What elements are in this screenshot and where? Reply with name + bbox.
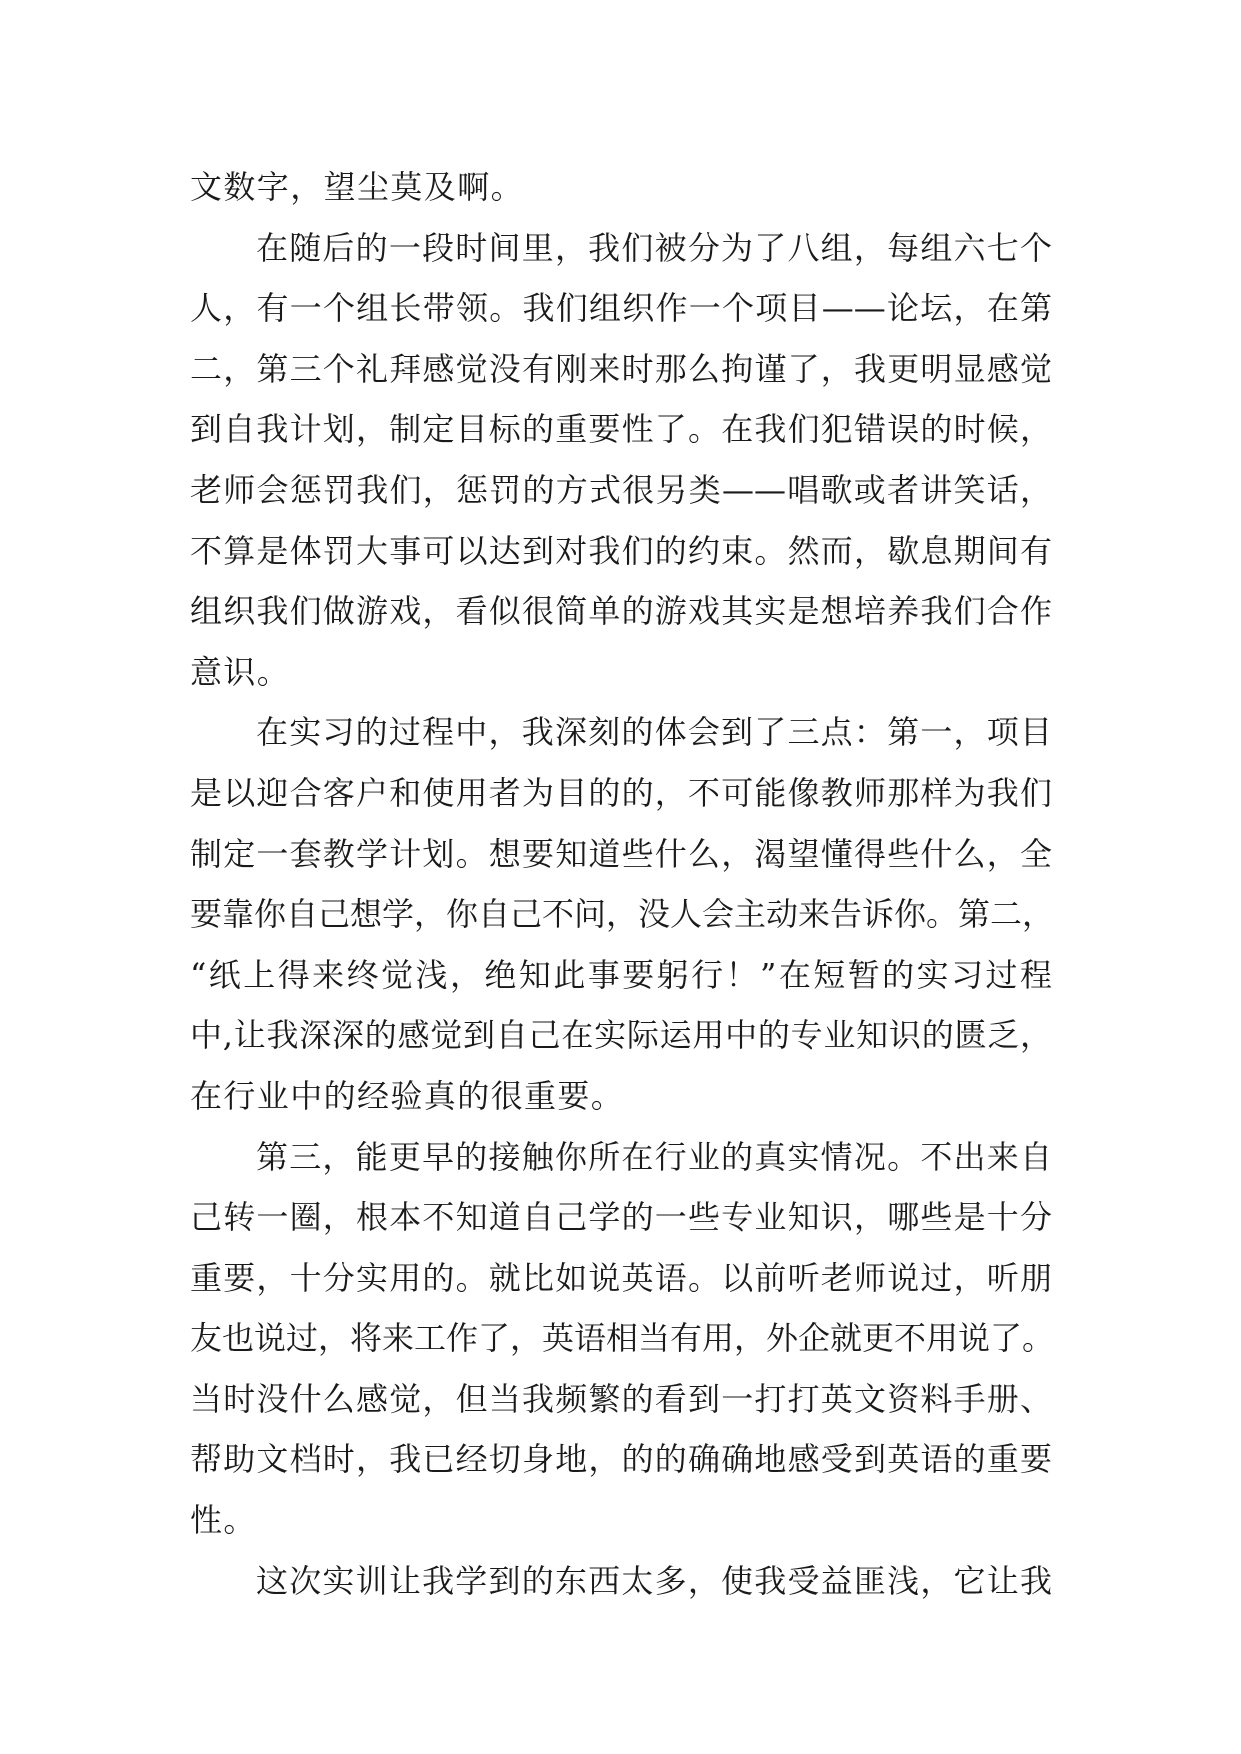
text-line: 老师会惩罚我们，惩罚的方式很另类——唱歌或者讲笑话， <box>190 470 1052 509</box>
text-line: 组织我们做游戏，看似很简单的游戏其实是想培养我们合作 <box>190 592 1052 631</box>
text-line: 在随后的一段时间里，我们被分为了八组，每组六七个 <box>256 228 1052 267</box>
text-line: 中,让我深深的感觉到自己在实际运用中的专业知识的匮乏， <box>190 1016 1052 1055</box>
text-line: 第三，能更早的接触你所在行业的真实情况。不出来自 <box>256 1137 1052 1176</box>
document-body <box>190 157 1055 1611</box>
text-line: 是以迎合客户和使用者为目的的，不可能像教师那样为我们 <box>190 773 1052 812</box>
text-line: 意识。 <box>190 652 291 691</box>
text-line: 人，有一个组长带领。我们组织作一个项目——论坛，在第 <box>190 289 1052 328</box>
text-line: 当时没什么感觉，但当我频繁的看到一打打英文资料手册、 <box>190 1379 1052 1418</box>
text-line: 帮助文档时，我已经切身地，的的确确地感受到英语的重要 <box>190 1440 1052 1479</box>
text-line: 己转一圈，根本不知道自己学的一些专业知识，哪些是十分 <box>190 1198 1052 1237</box>
text-line: 友也说过，将来工作了，英语相当有用，外企就更不用说了。 <box>190 1319 1055 1358</box>
text-line: 要靠你自己想学，你自己不问，没人会主动来告诉你。第二， <box>190 895 1055 934</box>
text-line: 不算是体罚大事可以达到对我们的约束。然而，歇息期间有 <box>190 531 1052 570</box>
text-line: 二，第三个礼拜感觉没有刚来时那么拘谨了，我更明显感觉 <box>190 349 1052 388</box>
text-line: 到自我计划，制定目标的重要性了。在我们犯错误的时候， <box>190 410 1052 449</box>
text-line: 性。 <box>190 1501 257 1540</box>
text-line: 在实习的过程中，我深刻的体会到了三点：第一，项目 <box>256 713 1052 752</box>
text-line: 重要，十分实用的。就比如说英语。以前听老师说过，听朋 <box>190 1258 1052 1297</box>
text-line: 制定一套教学计划。想要知道些什么，渴望懂得些什么，全 <box>190 834 1052 873</box>
text-line: 在行业中的经验真的很重要。 <box>190 1076 625 1115</box>
text-line: 这次实训让我学到的东西太多，使我受益匪浅，它让我 <box>256 1561 1052 1600</box>
text-line: 文数字，望尘莫及啊。 <box>190 168 525 206</box>
text-line: “纸上得来终觉浅，绝知此事要躬行！”在短暂的实习过程 <box>190 955 1052 994</box>
